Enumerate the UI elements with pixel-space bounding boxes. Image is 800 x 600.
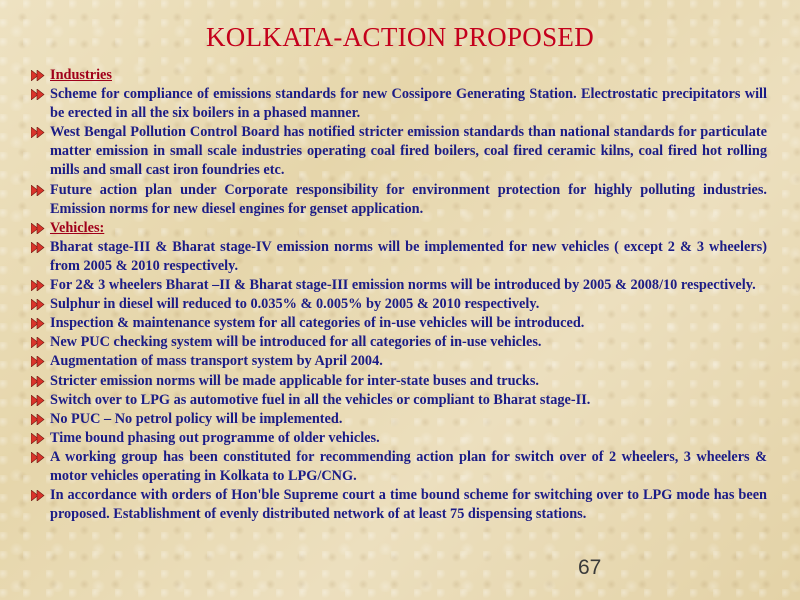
bullet-item bbox=[31, 85, 767, 123]
double-arrow-icon bbox=[31, 89, 46, 100]
double-arrow-icon bbox=[31, 376, 46, 387]
bullet-text: Augmentation of mass transport system by April 2004. bbox=[50, 353, 383, 370]
double-arrow-icon bbox=[31, 185, 46, 196]
double-arrow-icon bbox=[31, 280, 46, 291]
section-heading-text: Industries bbox=[50, 67, 112, 83]
bullet-text: Bharat stage-III & Bharat stage-IV emission norms will be implemented for new vehicles ( except 2 & 3 wheelers) from 2005 & 2010 respectively. bbox=[50, 238, 767, 274]
bullet-item bbox=[31, 352, 767, 371]
double-arrow-icon bbox=[31, 223, 46, 234]
double-arrow-icon bbox=[31, 127, 46, 138]
double-arrow-icon bbox=[31, 414, 46, 425]
double-arrow-icon bbox=[31, 395, 46, 406]
bullet-item bbox=[31, 333, 767, 352]
bullet-text: Sulphur in diesel will reduced to 0.035% & 0.005% by 2005 & 2010 respectively. bbox=[50, 296, 540, 313]
bullet-text: No PUC – No petrol policy will be implemented. bbox=[50, 410, 343, 427]
bullet-item bbox=[31, 391, 767, 410]
slide-content bbox=[31, 66, 767, 524]
double-arrow-icon bbox=[31, 356, 46, 367]
bullet-item bbox=[31, 238, 767, 276]
bullet-list bbox=[31, 66, 767, 524]
bullet-text: New PUC checking system will be introduced for all categories of in-use vehicles. bbox=[50, 334, 542, 351]
bullet-text: Scheme for compliance of emissions standards for new Cossipore Generating Station. Electrostatic precipitators will be erected in all the six boilers in a phased manner. bbox=[50, 86, 767, 122]
bullet-item bbox=[31, 295, 767, 314]
double-arrow-icon bbox=[31, 433, 46, 444]
bullet-text: Stricter emission norms will be made applicable for inter-state buses and trucks. bbox=[50, 372, 539, 389]
bullet-item bbox=[31, 448, 767, 486]
bullet-text: Inspection & maintenance system for all categories of in-use vehicles will be introduced. bbox=[50, 315, 585, 332]
double-arrow-icon bbox=[31, 452, 46, 463]
double-arrow-icon bbox=[31, 337, 46, 348]
bullet-item bbox=[31, 372, 767, 391]
bullet-item bbox=[31, 314, 767, 333]
bullet-item bbox=[31, 276, 767, 295]
bullet-item bbox=[31, 429, 767, 448]
double-arrow-icon bbox=[31, 490, 46, 501]
bullet-text: Future action plan under Corporate responsibility for environment protection for highly polluting industries. Emission norms for new diesel engines for genset application. bbox=[50, 181, 767, 217]
double-arrow-icon bbox=[31, 70, 46, 81]
bullet-text: Time bound phasing out programme of older vehicles. bbox=[50, 429, 380, 446]
bullet-item bbox=[31, 410, 767, 429]
section-heading-text: Vehicles: bbox=[50, 219, 105, 236]
bullet-text: For 2& 3 wheelers Bharat –II & Bharat stage-III emission norms will be introduced by 2005 & 2008/10 respectively. bbox=[50, 277, 756, 294]
bullet-text: West Bengal Pollution Control Board has notified stricter emission standards than national standards for particulate matter emission in small scale industries operating coal fired boilers, coal fired ceramic kilns, coal fired hot rolling mills and small cast iron foundries etc. bbox=[50, 124, 767, 179]
bullet-text: In accordance with orders of Hon'ble Supreme court a time bound scheme for switching over to LPG mode has been proposed. Establishment of evenly distributed network of at least 75 dispensing stations. bbox=[50, 487, 767, 523]
double-arrow-icon bbox=[31, 299, 46, 310]
page-number: 67 bbox=[578, 556, 602, 579]
bullet-item bbox=[31, 486, 767, 524]
double-arrow-icon bbox=[31, 242, 46, 253]
section-heading bbox=[31, 66, 767, 85]
bullet-item bbox=[31, 181, 767, 219]
bullet-item bbox=[31, 123, 767, 180]
double-arrow-icon bbox=[31, 318, 46, 329]
bullet-text: A working group has been constituted for recommending action plan for switch over of 2 wheelers, 3 wheelers & motor vehicles operating in Kolkata to LPG/CNG. bbox=[50, 448, 767, 484]
slide-title: KOLKATA-ACTION PROPOSED bbox=[206, 22, 594, 52]
bullet-text: Switch over to LPG as automotive fuel in all the vehicles or compliant to Bharat stage-II. bbox=[50, 391, 591, 408]
section-heading bbox=[31, 219, 767, 238]
